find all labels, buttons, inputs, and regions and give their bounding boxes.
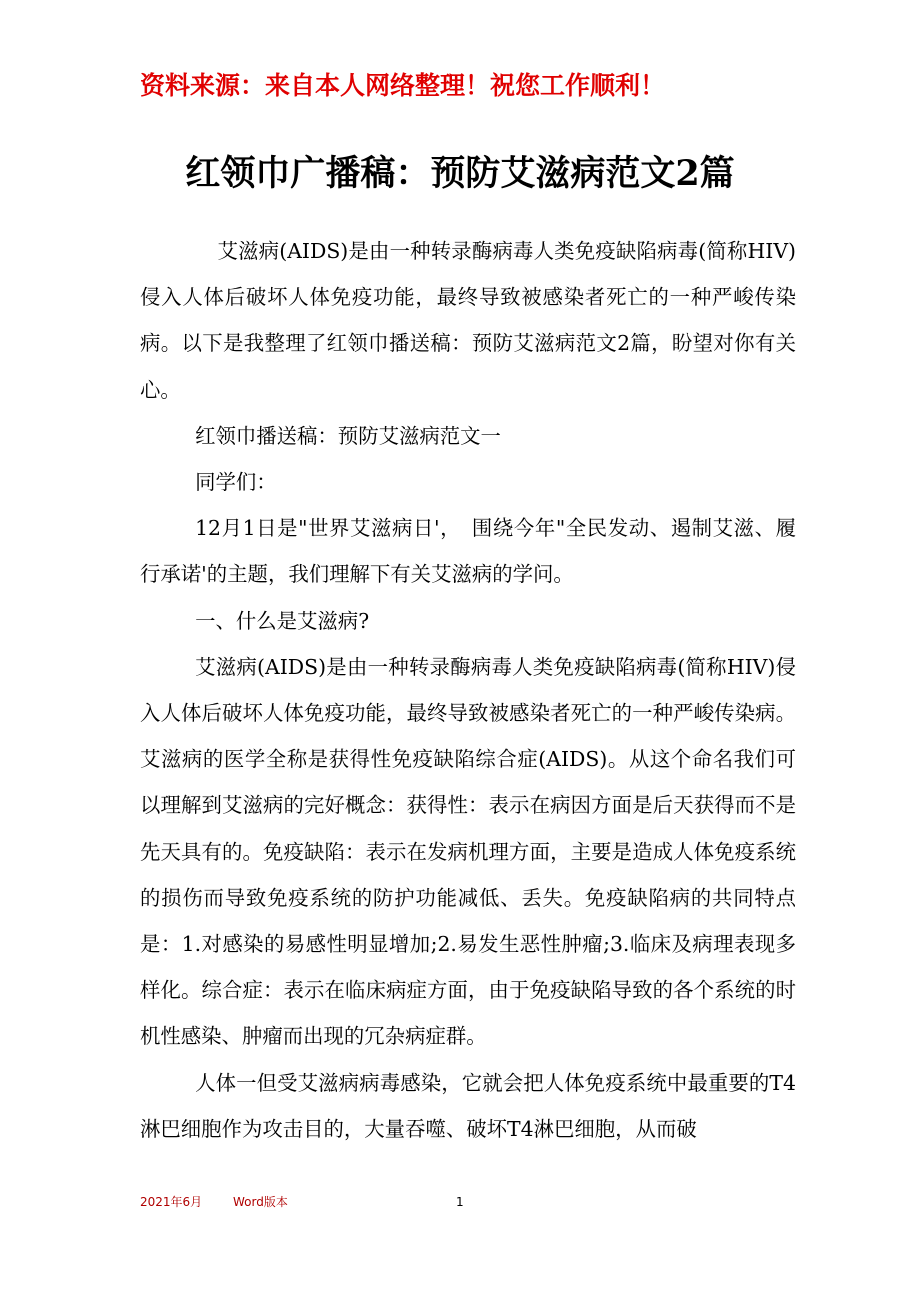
footer-version: Word版本 xyxy=(233,1195,288,1209)
paragraph-intro: 艾滋病(AIDS)是由一种转录酶病毒人类免疫缺陷病毒(简称HIV)侵入人体后破坏人体免疫功能，最终导致被感染者死亡的一种严峻传染病。以下是我整理了红领巾播送稿：预防艾滋病范文2篇，盼望对你有关心。 xyxy=(140,239,796,402)
footer-date: 2021年6月 xyxy=(140,1195,203,1209)
page-footer xyxy=(140,1192,800,1212)
document-body xyxy=(140,228,796,1152)
page-number: 1 xyxy=(456,1195,464,1209)
paragraph-salutation: 同学们： xyxy=(195,470,277,495)
paragraph-aids-day: 12月1日是"世界艾滋病日'， 围绕今年"全民发动、遏制艾滋、履行承诺'的主题，我们理解下有关艾滋病的学问。 xyxy=(140,516,796,587)
paragraph-question-heading: 一、什么是艾滋病? xyxy=(195,608,370,633)
paragraph-infection: 人体一但受艾滋病病毒感染，它就会把人体免疫系统中最重要的T4淋巴细胞作为攻击目的，大量吞噬、破坏T4淋巴细胞，从而破 xyxy=(140,1070,796,1141)
source-banner: 资料来源：来自本人网络整理！祝您工作顺利！ xyxy=(140,71,666,100)
paragraph-definition: 艾滋病(AIDS)是由一种转录酶病毒人类免疫缺陷病毒(简称HIV)侵入人体后破坏人体免疫功能，最终导致被感染者死亡的一种严峻传染病。艾滋病的医学全称是获得性免疫缺陷综合症(AIDS)。从这个命名我们可以理解到艾滋病的完好概念：获得性：表示在病因方面是后天获得而不是先天具有的。免疫缺陷：表示在发病机理方面，主要是造成人体免疫系统的损伤而导致免疫系统的防护功能减低、丢失。免疫缺陷病的共同特点是：1.对感染的易感性明显增加;2.易发生恶性肿瘤;3.临床及病理表现多样化。综合症：表示在临床病症方面，由于免疫缺陷导致的各个系统的时机性感染、肿瘤而出现的冗杂病症群。 xyxy=(140,654,796,1049)
paragraph-section-heading: 红领巾播送稿：预防艾滋病范文一 xyxy=(195,423,501,448)
document-title: 红领巾广播稿：预防艾滋病范文2篇 xyxy=(185,153,735,194)
